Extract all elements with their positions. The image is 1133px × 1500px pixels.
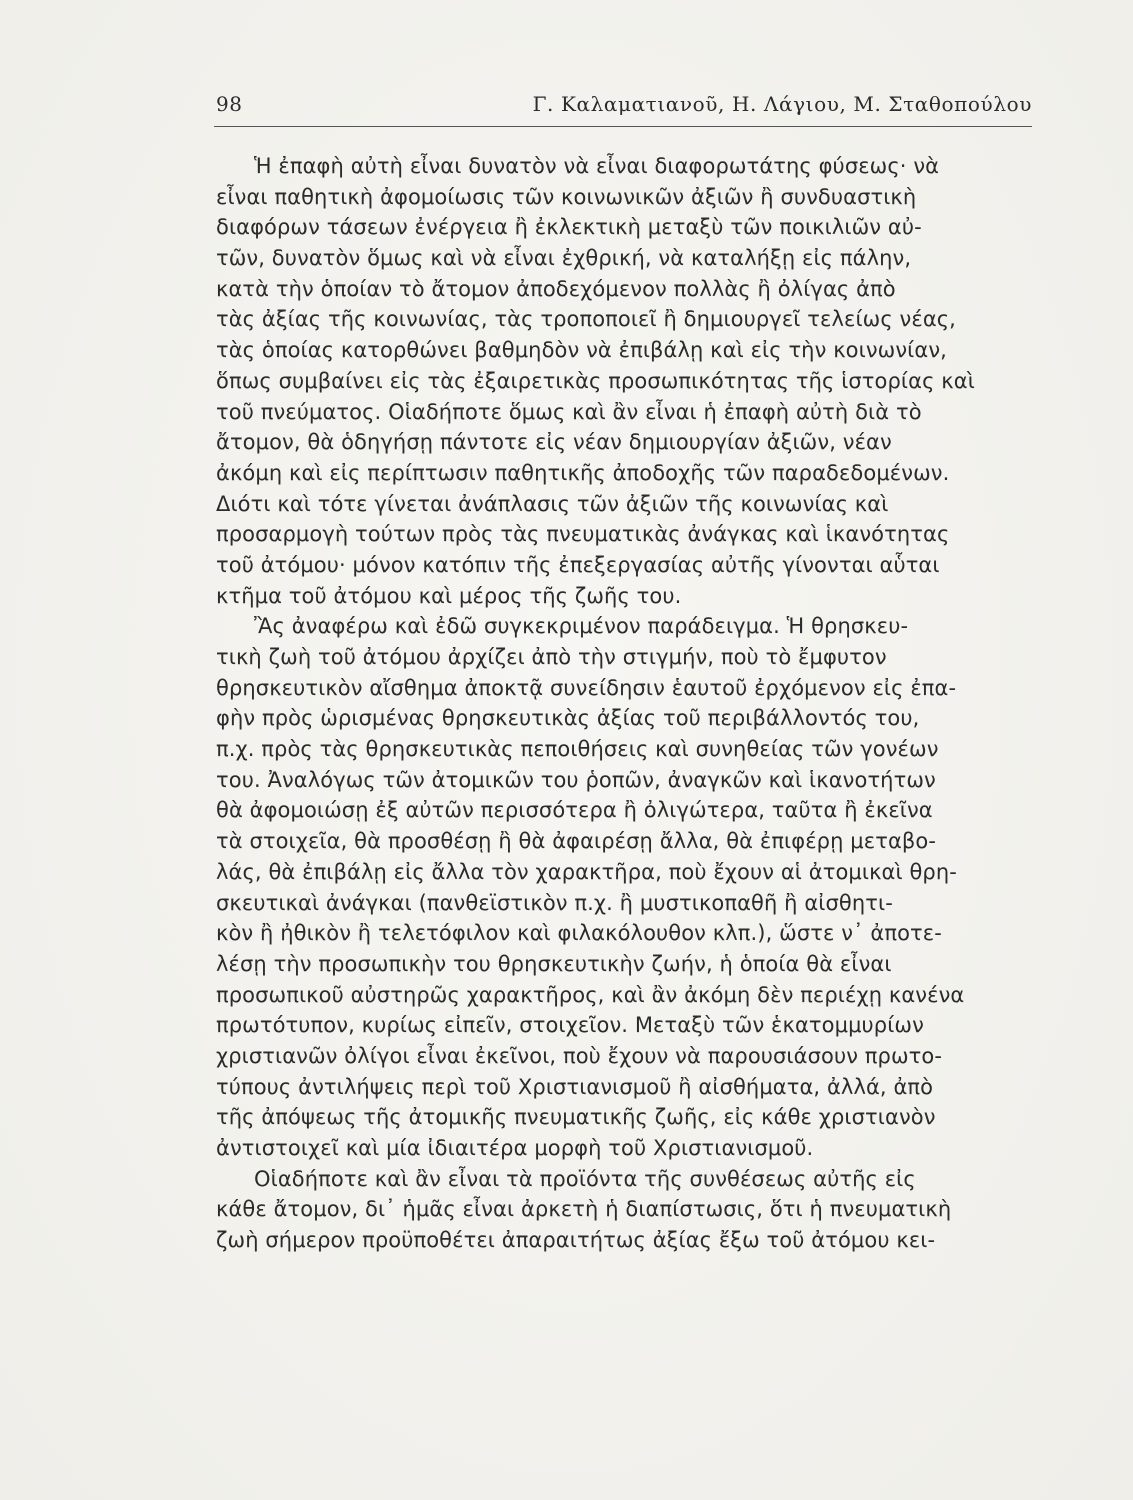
text-line: κάθε ἄτομον, δι᾽ ἡμᾶς εἶναι ἀρκετὴ ἡ διαπίστωσις, ὅτι ἡ πνευματικὴ xyxy=(216,1197,952,1222)
text-line: θὰ ἀφομοιώσῃ ἐξ αὐτῶν περισσότερα ἢ ὀλιγώτερα, ταῦτα ἢ ἐκεῖνα xyxy=(216,798,933,823)
text-line: του. Ἀναλόγως τῶν ἀτομικῶν του ῥοπῶν, ἀναγκῶν καὶ ἱκανοτήτων xyxy=(216,767,936,792)
text-line: τῶν, δυνατὸν ὅμως καὶ νὰ εἶναι ἐχθρική, νὰ καταλήξῃ εἰς πάλην, xyxy=(216,246,912,271)
text-line: τὰς ὁποίας κατορθώνει βαθμηδὸν νὰ ἐπιβάλῃ καὶ εἰς τὴν κοινωνίαν, xyxy=(216,338,947,363)
header-rule xyxy=(214,126,1032,127)
text-line: Οἱαδήποτε καὶ ἂν εἶναι τὰ προϊόντα τῆς συνθέσεως αὐτῆς εἰς xyxy=(254,1166,916,1191)
paragraph xyxy=(216,1164,1046,1256)
text-line: χριστιανῶν ὀλίγοι εἶναι ἐκεῖνοι, ποὺ ἔχουν νὰ παρουσιάσουν πρωτο- xyxy=(216,1043,943,1068)
text-line: σκευτικαὶ ἀνάγκαι (πανθεϊστικὸν π.χ. ἢ μυστικοπαθῆ ἢ αἰσθητι- xyxy=(216,890,893,915)
text-line: κτῆμα τοῦ ἀτόμου καὶ μέρος τῆς ζωῆς του. xyxy=(216,583,682,608)
body-text xyxy=(216,151,1046,1256)
page-header xyxy=(216,92,1032,128)
text-line: τὰ στοιχεῖα, θὰ προσθέσῃ ἢ θὰ ἀφαιρέσῃ ἄλλα, θὰ ἐπιφέρῃ μεταβο- xyxy=(216,829,937,854)
paragraph xyxy=(216,151,1046,611)
text-line: προσαρμογὴ τούτων πρὸς τὰς πνευματικὰς ἀνάγκας καὶ ἱκανότητας xyxy=(216,522,950,547)
text-line: φὴν πρὸς ὡρισμένας θρησκευτικὰς ἀξίας τοῦ περιβάλλοντός του, xyxy=(216,706,920,731)
text-line: ἄτομον, θὰ ὁδηγήσῃ πάντοτε εἰς νέαν δημιουργίαν ἀξιῶν, νέαν xyxy=(216,430,892,455)
text-line: εἶναι παθητικὴ ἀφομοίωσις τῶν κοινωνικῶν ἀξιῶν ἢ συνδυαστικὴ xyxy=(216,184,917,209)
text-line: τοῦ ἀτόμου· μόνον κατόπιν τῆς ἐπεξεργασίας αὐτῆς γίνονται αὗται xyxy=(216,552,940,577)
text-line: λέσῃ τὴν προσωπικὴν του θρησκευτικὴν ζωήν, ἡ ὁποία θὰ εἶναι xyxy=(216,951,892,976)
text-line: τικὴ ζωὴ τοῦ ἀτόμου ἀρχίζει ἀπὸ τὴν στιγμήν, ποὺ τὸ ἔμφυτον xyxy=(216,645,887,669)
paragraph xyxy=(216,611,1046,1163)
text-line: πρωτότυπον, κυρίως εἰπεῖν, στοιχεῖον. Μεταξὺ τῶν ἑκατομμυρίων xyxy=(216,1013,924,1038)
text-line: ὅπως συμβαίνει εἰς τὰς ἐξαιρετικὰς προσωπικότητας τῆς ἱστορίας καὶ xyxy=(216,368,975,393)
text-line: κατὰ τὴν ὁποίαν τὸ ἄτομον ἀποδεχόμενον πολλὰς ἢ ὀλίγας ἀπὸ xyxy=(216,276,896,301)
text-line: π.χ. πρὸς τὰς θρησκευτικὰς πεποιθήσεις καὶ συνηθείας τῶν γονέων xyxy=(216,737,939,762)
text-line: λάς, θὰ ἐπιβάλῃ εἰς ἄλλα τὸν χαρακτῆρα, ποὺ ἔχουν αἱ ἀτομικαὶ θρη- xyxy=(216,859,957,884)
text-line: Διότι καὶ τότε γίνεται ἀνάπλασις τῶν ἀξιῶν τῆς κοινωνίας καὶ xyxy=(216,491,889,516)
running-head: Γ. Καλαματιανοῦ, Η. Λάγιου, Μ. Σταθοπούλου xyxy=(532,92,1032,116)
text-line: Ἂς ἀναφέρω καὶ ἐδῶ συγκεκριμένον παράδειγμα. Ἡ θρησκευ- xyxy=(254,614,909,639)
text-line: τύπους ἀντιλήψεις περὶ τοῦ Χριστιανισμοῦ ἢ αἰσθήματα, ἀλλά, ἀπὸ xyxy=(216,1074,934,1099)
text-line: κὸν ἢ ἠθικὸν ἢ τελετόφιλον καὶ φιλακόλουθον κλπ.), ὥστε ν᾽ ἀποτε- xyxy=(216,921,942,946)
text-line: διαφόρων τάσεων ἐνέργεια ἢ ἐκλεκτικὴ μεταξὺ τῶν ποικιλιῶν αὐ- xyxy=(216,215,922,240)
text-line: Ἡ ἐπαφὴ αὐτὴ εἶναι δυνατὸν νὰ εἶναι διαφορωτάτης φύσεως· νὰ xyxy=(254,154,940,178)
text-line: θρησκευτικὸν αἴσθημα ἀποκτᾷ συνείδησιν ἑαυτοῦ ἐρχόμενον εἰς ἐπα- xyxy=(216,675,957,700)
text-line: τῆς ἀπόψεως τῆς ἀτομικῆς πνευματικῆς ζωῆς, εἰς κάθε χριστιανὸν xyxy=(216,1105,936,1130)
text-line: τοῦ πνεύματος. Οἱαδήποτε ὅμως καὶ ἂν εἶναι ἡ ἐπαφὴ αὐτὴ διὰ τὸ xyxy=(216,399,922,424)
text-line: προσωπικοῦ αὐστηρῶς χαρακτῆρος, καὶ ἂν ἀκόμη δὲν περιέχῃ κανένα xyxy=(216,982,965,1007)
text-line: ζωὴ σήμερον προϋποθέτει ἀπαραιτήτως ἀξίας ἔξω τοῦ ἀτόμου κει- xyxy=(216,1228,936,1253)
text-line: ἀκόμη καὶ εἰς περίπτωσιν παθητικῆς ἀποδοχῆς τῶν παραδεδομένων. xyxy=(216,460,950,485)
page-number: 98 xyxy=(216,92,243,116)
text-line: ἀντιστοιχεῖ καὶ μία ἰδιαιτέρα μορφὴ τοῦ Χριστιανισμοῦ. xyxy=(216,1136,814,1160)
text-line: τὰς ἀξίας τῆς κοινωνίας, τὰς τροποποιεῖ ἢ δημιουργεῖ τελείως νέας, xyxy=(216,307,956,332)
